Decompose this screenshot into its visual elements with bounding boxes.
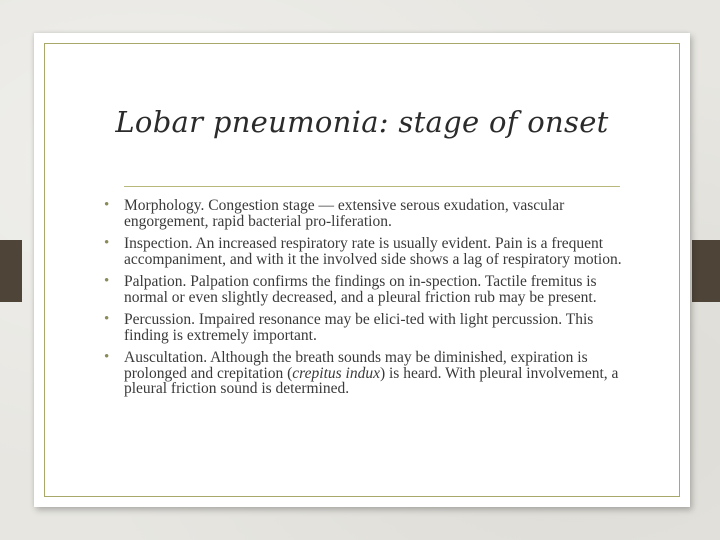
bullet-text-part: Auscultation. Although the breath sounds may be diminished, expiration is prolonged and crepitation ( — [124, 349, 588, 382]
bullet-text: Palpation. Palpation confirms the findings on in-spection. Tactile fremitus is normal or even slightly decreased, and a pleural friction rub may be present. — [124, 273, 597, 306]
bullet-item-morphology — [104, 198, 624, 229]
bullet-text: Inspection. An increased respiratory rate is usually evident. Pain is a frequent accompaniment, and with it the involved side shows a lag of respiratory motion. — [124, 235, 622, 268]
bullet-text: Morphology. Congestion stage — extensive serous exudation, vascular engorgement, rapid bacterial pro-liferation. — [124, 197, 565, 230]
bullet-text — [124, 349, 618, 397]
slide-card — [34, 33, 690, 507]
bullet-text: Percussion. Impaired resonance may be elici-ted with light percussion. This finding is extremely important. — [124, 311, 594, 344]
bullet-dot-icon: • — [104, 273, 110, 289]
bullet-dot-icon: • — [104, 311, 110, 327]
bullet-text-part: ) is heard. With pleural involvement, a pleural friction sound is determined. — [124, 364, 619, 397]
left-side-tab — [0, 240, 22, 302]
bullet-item-palpation — [104, 274, 624, 305]
bullet-item-percussion — [104, 312, 624, 343]
bullet-dot-icon: • — [104, 349, 110, 365]
bullet-dot-icon: • — [104, 235, 110, 251]
right-side-tab — [692, 240, 720, 302]
bullet-dot-icon: • — [104, 197, 110, 213]
latin-term: crepitus indux — [292, 364, 380, 382]
title-divider — [124, 186, 620, 187]
bullet-list — [104, 198, 624, 404]
bullet-item-inspection — [104, 236, 624, 267]
bullet-item-auscultation — [104, 350, 624, 397]
slide-title: Lobar pneumonia: stage of onset — [115, 105, 609, 139]
